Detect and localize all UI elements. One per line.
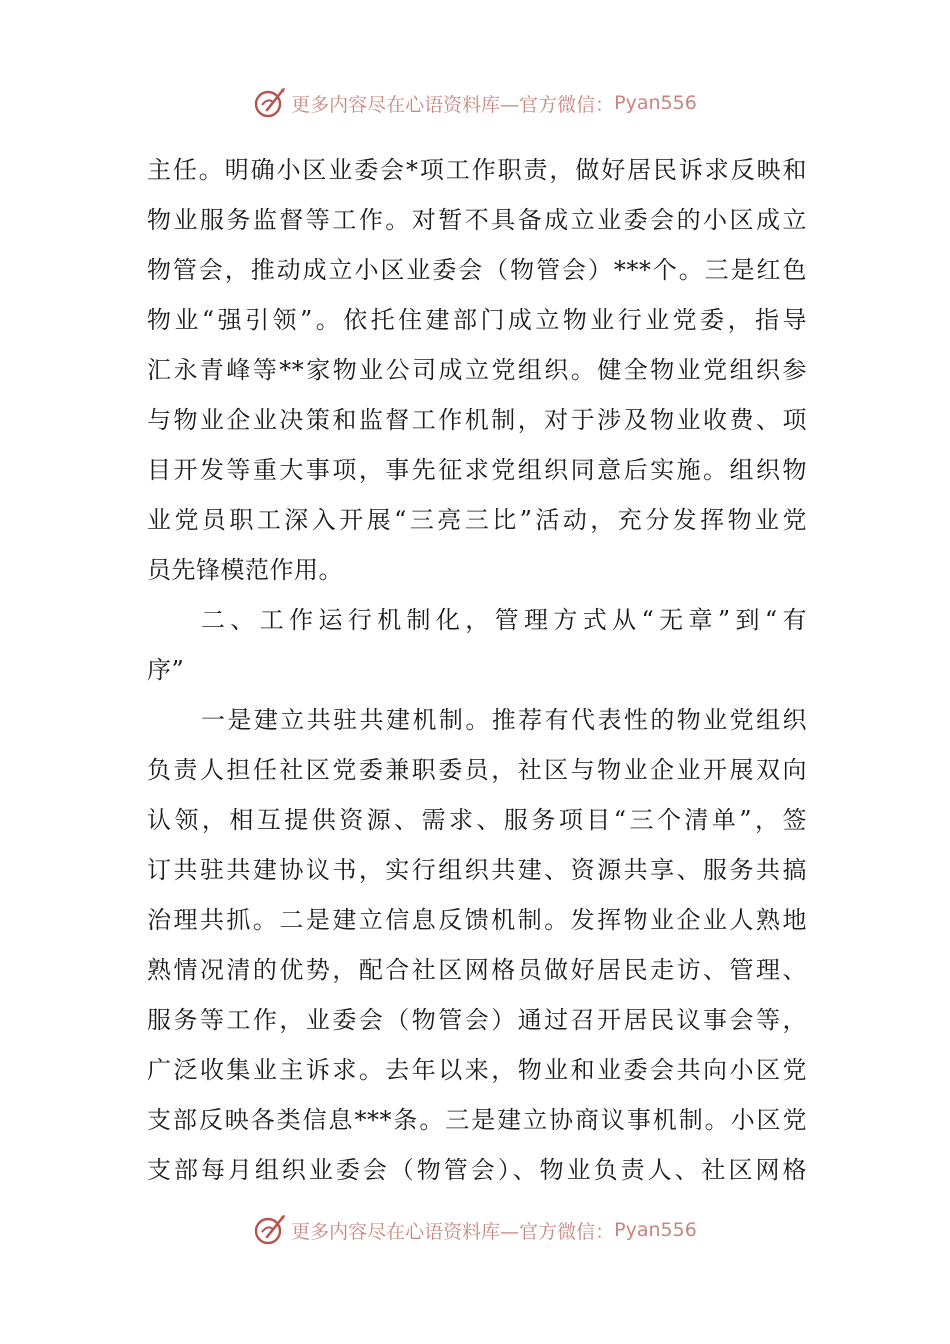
body-line: 订共驻共建协议书，实行组织共建、资源共享、服务共搞 [147, 856, 807, 884]
body-line: 一是建立共驻共建机制。推荐有代表性的物业党组织 [201, 706, 807, 734]
body-line: 认领，相互提供资源、需求、服务项目“三个清单”，签 [147, 806, 807, 834]
body-line: 主任。明确小区业委会*项工作职责，做好居民诉求反映和 [147, 156, 807, 184]
logo-icon [253, 86, 287, 120]
section-heading-cont: 序” [147, 656, 185, 684]
body-line: 支部每月组织业委会（物管会）、物业负责人、社区网格 [147, 1156, 807, 1184]
banner-text: 更多内容尽在心语资料库—官方微信： [291, 93, 615, 116]
body-line: 汇永青峰等**家物业公司成立党组织。健全物业党组织参 [147, 356, 807, 384]
section-heading: 二、工作运行机制化，管理方式从“无章”到“有 [201, 606, 807, 634]
body-line: 治理共抓。二是建立信息反馈机制。发挥物业企业人熟地 [147, 906, 807, 934]
body-line: 与物业企业决策和监督工作机制，对于涉及物业收费、项 [147, 406, 807, 434]
header-banner [0, 83, 950, 123]
body-line: 物管会，推动成立小区业委会（物管会）***个。三是红色 [147, 256, 807, 284]
banner-contact: Pyan556 [614, 1219, 697, 1241]
body-line: 物业服务监督等工作。对暂不具备成立业委会的小区成立 [147, 206, 807, 234]
body-line: 负责人担任社区党委兼职委员，社区与物业企业开展双向 [147, 756, 807, 784]
banner-text: 更多内容尽在心语资料库—官方微信： [291, 1220, 615, 1243]
document-body [147, 145, 807, 1195]
body-line: 服务等工作，业委会（物管会）通过召开居民议事会等， [147, 1006, 807, 1034]
body-line: 物业“强引领”。依托住建部门成立物业行业党委，指导 [147, 306, 807, 334]
logo-icon [253, 1213, 287, 1247]
body-line: 熟情况清的优势，配合社区网格员做好居民走访、管理、 [147, 956, 807, 984]
body-line: 员先锋模范作用。 [147, 556, 343, 584]
body-line: 支部反映各类信息***条。三是建立协商议事机制。小区党 [147, 1106, 807, 1134]
footer-banner [0, 1210, 950, 1250]
banner-contact: Pyan556 [614, 92, 697, 114]
body-line: 目开发等重大事项，事先征求党组织同意后实施。组织物 [147, 456, 807, 484]
body-line: 业党员职工深入开展“三亮三比”活动，充分发挥物业党 [147, 506, 807, 534]
body-line: 广泛收集业主诉求。去年以来，物业和业委会共向小区党 [147, 1056, 807, 1084]
